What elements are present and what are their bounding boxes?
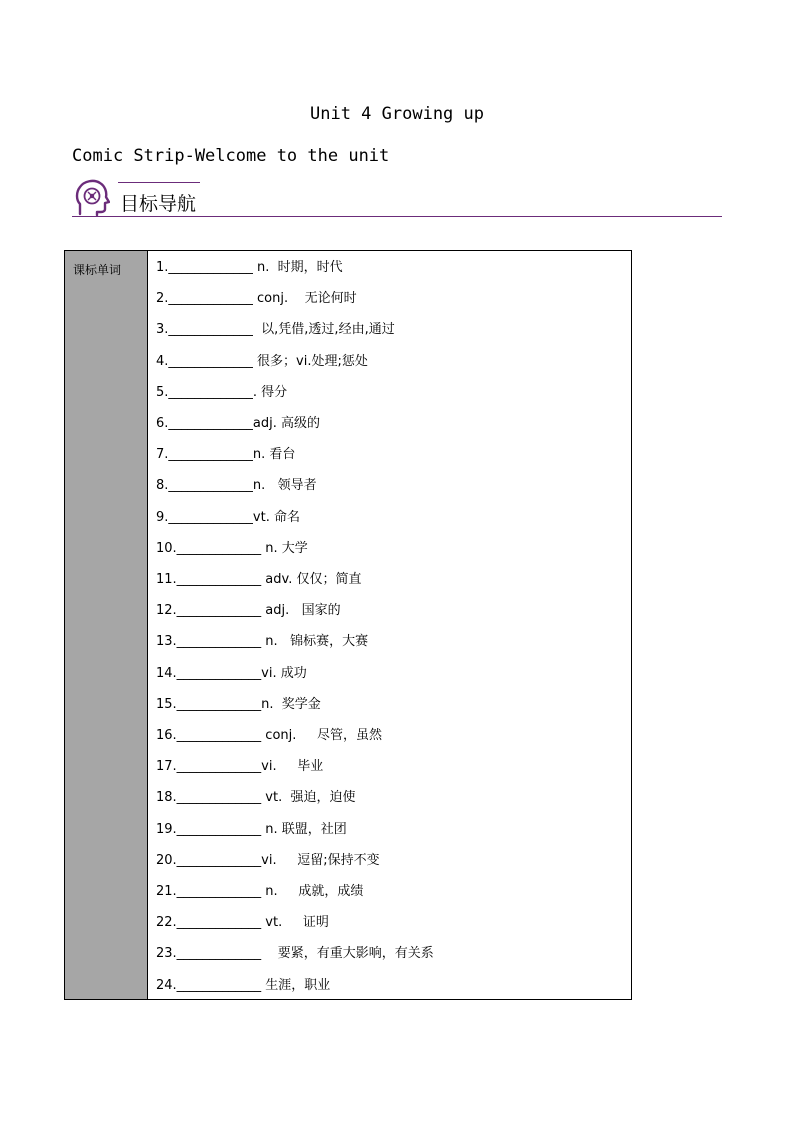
vocab-row: 8._____________n. 领导者 (156, 478, 317, 493)
vocab-row: 11._____________ adv. 仅仅；简直 (156, 572, 362, 587)
vocab-row: 16._____________ conj. 尽管，虽然 (156, 728, 383, 743)
vocab-table (64, 250, 632, 1000)
vocab-row: 9._____________vt. 命名 (156, 510, 300, 525)
vocab-row: 24._____________ 生涯，职业 (156, 978, 331, 993)
vocab-row: 17._____________vi. 毕业 (156, 759, 324, 774)
vocab-side-column (65, 251, 148, 999)
vocab-row: 10._____________ n. 大学 (156, 541, 308, 556)
head-profile-icon (74, 178, 110, 216)
vocab-section-label: 课标单词 (73, 263, 122, 277)
vocab-row: 3._____________ 以,凭借,透过,经由,通过 (156, 322, 395, 337)
vocab-row: 23._____________ 要紧，有重大影响，有关系 (156, 946, 434, 961)
vocab-row: 7._____________n. 看台 (156, 447, 296, 462)
vocab-row: 5._____________. 得分 (156, 385, 288, 400)
vocab-row: 22._____________ vt. 证明 (156, 915, 329, 930)
nav-underline (72, 216, 722, 217)
vocab-row: 2._____________ conj. 无论何时 (156, 291, 357, 306)
vocab-row: 1._____________ n. 时期，时代 (156, 260, 343, 275)
nav-label: 目标导航 (120, 193, 197, 215)
vocab-row: 19._____________ n. 联盟，社团 (156, 822, 347, 837)
lesson-title: Comic Strip-Welcome to the unit (72, 146, 390, 166)
vocab-row: 18._____________ vt. 强迫，迫使 (156, 790, 356, 805)
section-header-target-nav (72, 176, 722, 220)
nav-top-rule (118, 182, 200, 183)
vocab-row: 6._____________adj. 高级的 (156, 416, 320, 431)
vocab-row: 12._____________ adj. 国家的 (156, 603, 341, 618)
vocab-list (148, 251, 631, 999)
unit-title: Unit 4 Growing up (310, 104, 484, 124)
vocab-row: 14._____________vi. 成功 (156, 666, 307, 681)
vocab-row: 13._____________ n. 锦标赛，大赛 (156, 634, 369, 649)
vocab-row: 4._____________ 很多；vi.处理;惩处 (156, 354, 368, 369)
vocab-row: 15._____________n. 奖学金 (156, 697, 321, 712)
vocab-row: 20._____________vi. 逗留;保持不变 (156, 853, 380, 868)
vocab-row: 21._____________ n. 成就，成绩 (156, 884, 364, 899)
